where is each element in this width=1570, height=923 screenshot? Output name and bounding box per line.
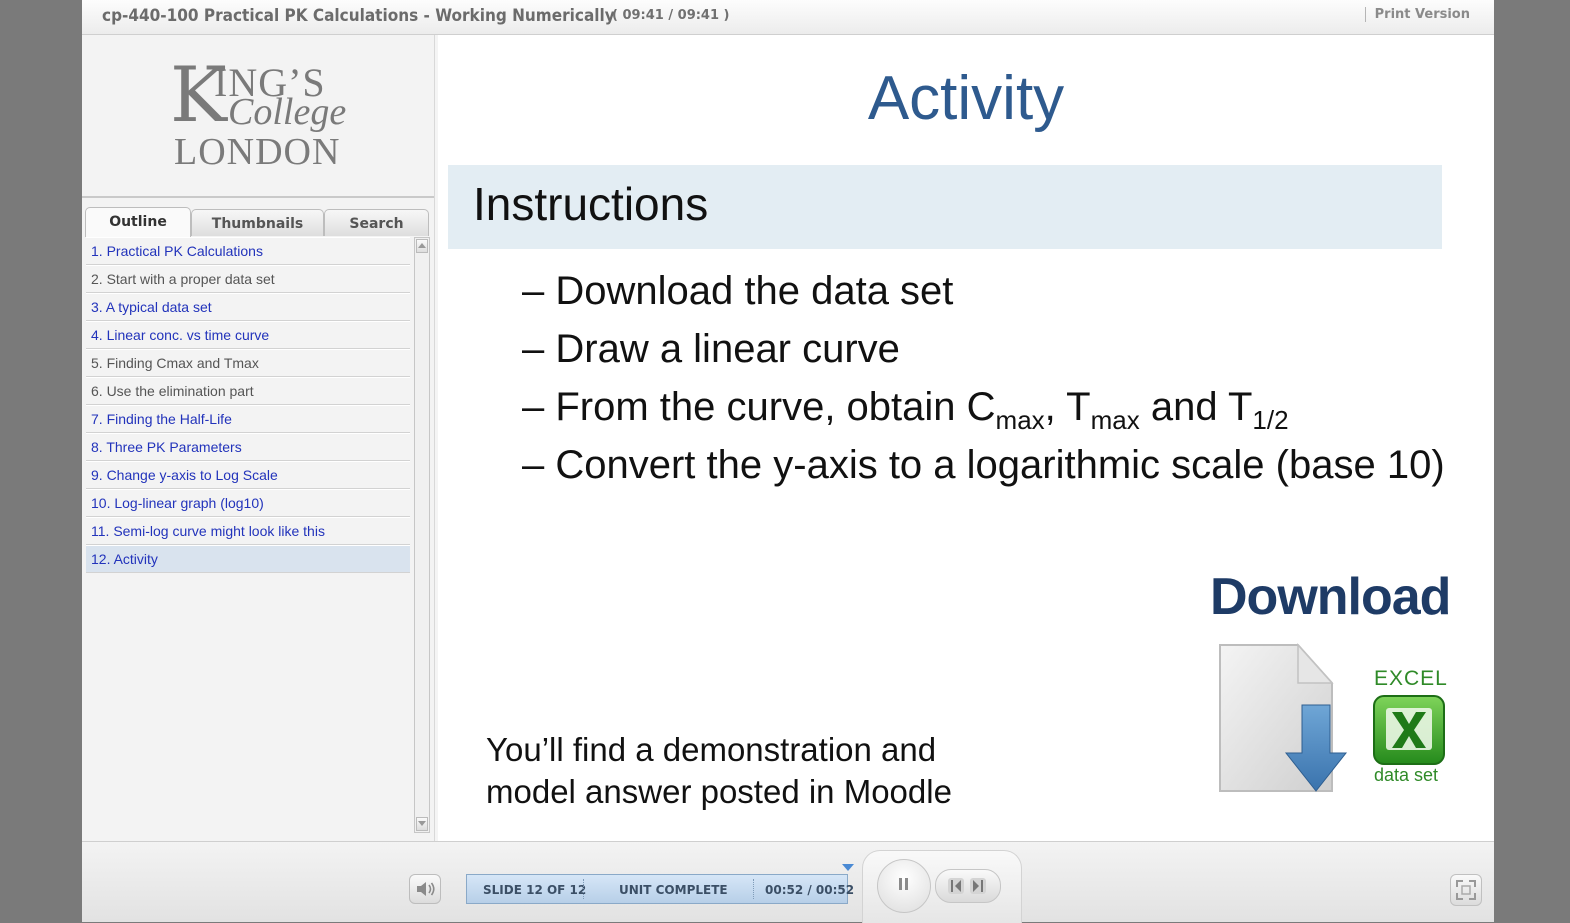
playback-controls [862,850,1022,923]
bullet-convert-log: – Convert the y-axis to a logarithmic scale (base 10) [522,443,1445,487]
outline-item[interactable]: 7. Finding the Half-Life [86,405,410,433]
outline-list [86,237,410,571]
moodle-note [486,729,1006,813]
bullet-obtain-parameters [522,379,1482,437]
player-control-bar [82,841,1494,922]
outline-item[interactable]: 11. Semi-log curve might look like this [86,517,410,545]
slide-title: Activity [867,64,1065,133]
bullet3-sub-tmax: max [1090,405,1140,435]
outline-item[interactable]: 2. Start with a proper data set [86,265,410,293]
pause-icon [899,878,902,890]
outline-item[interactable]: 8. Three PK Parameters [86,433,410,461]
logo-line2: College [228,91,347,133]
status-divider [753,879,754,899]
sidebar-tabs [85,207,430,237]
instruction-bullets [522,263,1482,495]
unit-status: UNIT COMPLETE [619,883,728,897]
bullet3-sub-half: 1/2 [1252,405,1289,435]
outline-item[interactable]: 10. Log-linear graph (log10) [86,489,410,517]
instructions-banner [448,165,1442,249]
course-title: cp-440-100 Practical PK Calculations - Working Numerically [102,6,615,26]
prev-next-icons [936,870,1000,902]
outline-item[interactable]: 5. Finding Cmax and Tmax [86,349,410,377]
presentation-player [82,0,1494,921]
moodle-note-line2: model answer posted in Moodle [486,773,952,810]
outline-item[interactable]: 1. Practical PK Calculations [86,237,410,265]
sidebar-divider [82,196,434,198]
bullet3-text-c: and T [1139,385,1253,429]
bullet-download: – Download the data set [522,269,954,313]
progress-marker-icon [842,864,854,871]
scroll-down-arrow-icon[interactable] [416,817,428,831]
sidebar [82,35,435,841]
fullscreen-icon [1451,875,1481,905]
tab-outline[interactable]: Outline [85,207,191,237]
download-heading[interactable]: Download [1210,568,1451,626]
kings-college-london-logo [170,50,360,173]
bullet3-sub-cmax: max [995,405,1045,435]
logo-line3: LONDON [174,131,341,173]
excel-label: EXCEL [1374,667,1448,690]
outline-item[interactable]: 9. Change y-axis to Log Scale [86,461,410,489]
document-download-icon[interactable] [1210,641,1360,801]
outline-item[interactable]: 12. Activity [86,545,410,573]
pause-icon-bar [905,878,908,890]
slide-counter: SLIDE 12 OF 12 [483,883,587,897]
fullscreen-button[interactable] [1450,874,1482,906]
outline-item[interactable]: 4. Linear conc. vs time curve [86,321,410,349]
bullet-draw-curve: – Draw a linear curve [522,327,900,371]
volume-button[interactable] [409,874,441,904]
bullet3-text-a: – From the curve, obtain C [522,385,996,429]
scroll-up-arrow-icon[interactable] [416,239,428,253]
total-time: ( 09:41 / 09:41 ) [612,8,730,23]
status-divider [583,879,584,899]
logo-k: K [170,50,227,139]
bullet3-text-b: , T [1044,385,1091,429]
excel-file-icon[interactable] [1372,694,1446,766]
tab-search[interactable]: Search [324,209,429,236]
title-bar [82,0,1494,35]
speaker-icon [410,875,440,903]
moodle-note-line1: You’ll find a demonstration and [486,731,937,768]
tab-thumbnails[interactable]: Thumbnails [191,209,324,236]
skip-controls [935,869,1001,903]
elapsed-time: 00:52 / 00:52 [765,883,855,897]
slide-canvas [438,35,1494,841]
instructions-heading: Instructions [473,178,709,230]
outline-scrollbar[interactable] [414,237,430,833]
outline-item[interactable]: 6. Use the elimination part [86,377,410,405]
print-version-link[interactable]: Print Version [1365,7,1470,22]
pause-button[interactable] [877,859,931,913]
logo-line1: ING’S [214,60,326,105]
dataset-label: data set [1374,765,1439,785]
playback-status-bar[interactable] [466,874,855,904]
outline-item[interactable]: 3. A typical data set [86,293,410,321]
